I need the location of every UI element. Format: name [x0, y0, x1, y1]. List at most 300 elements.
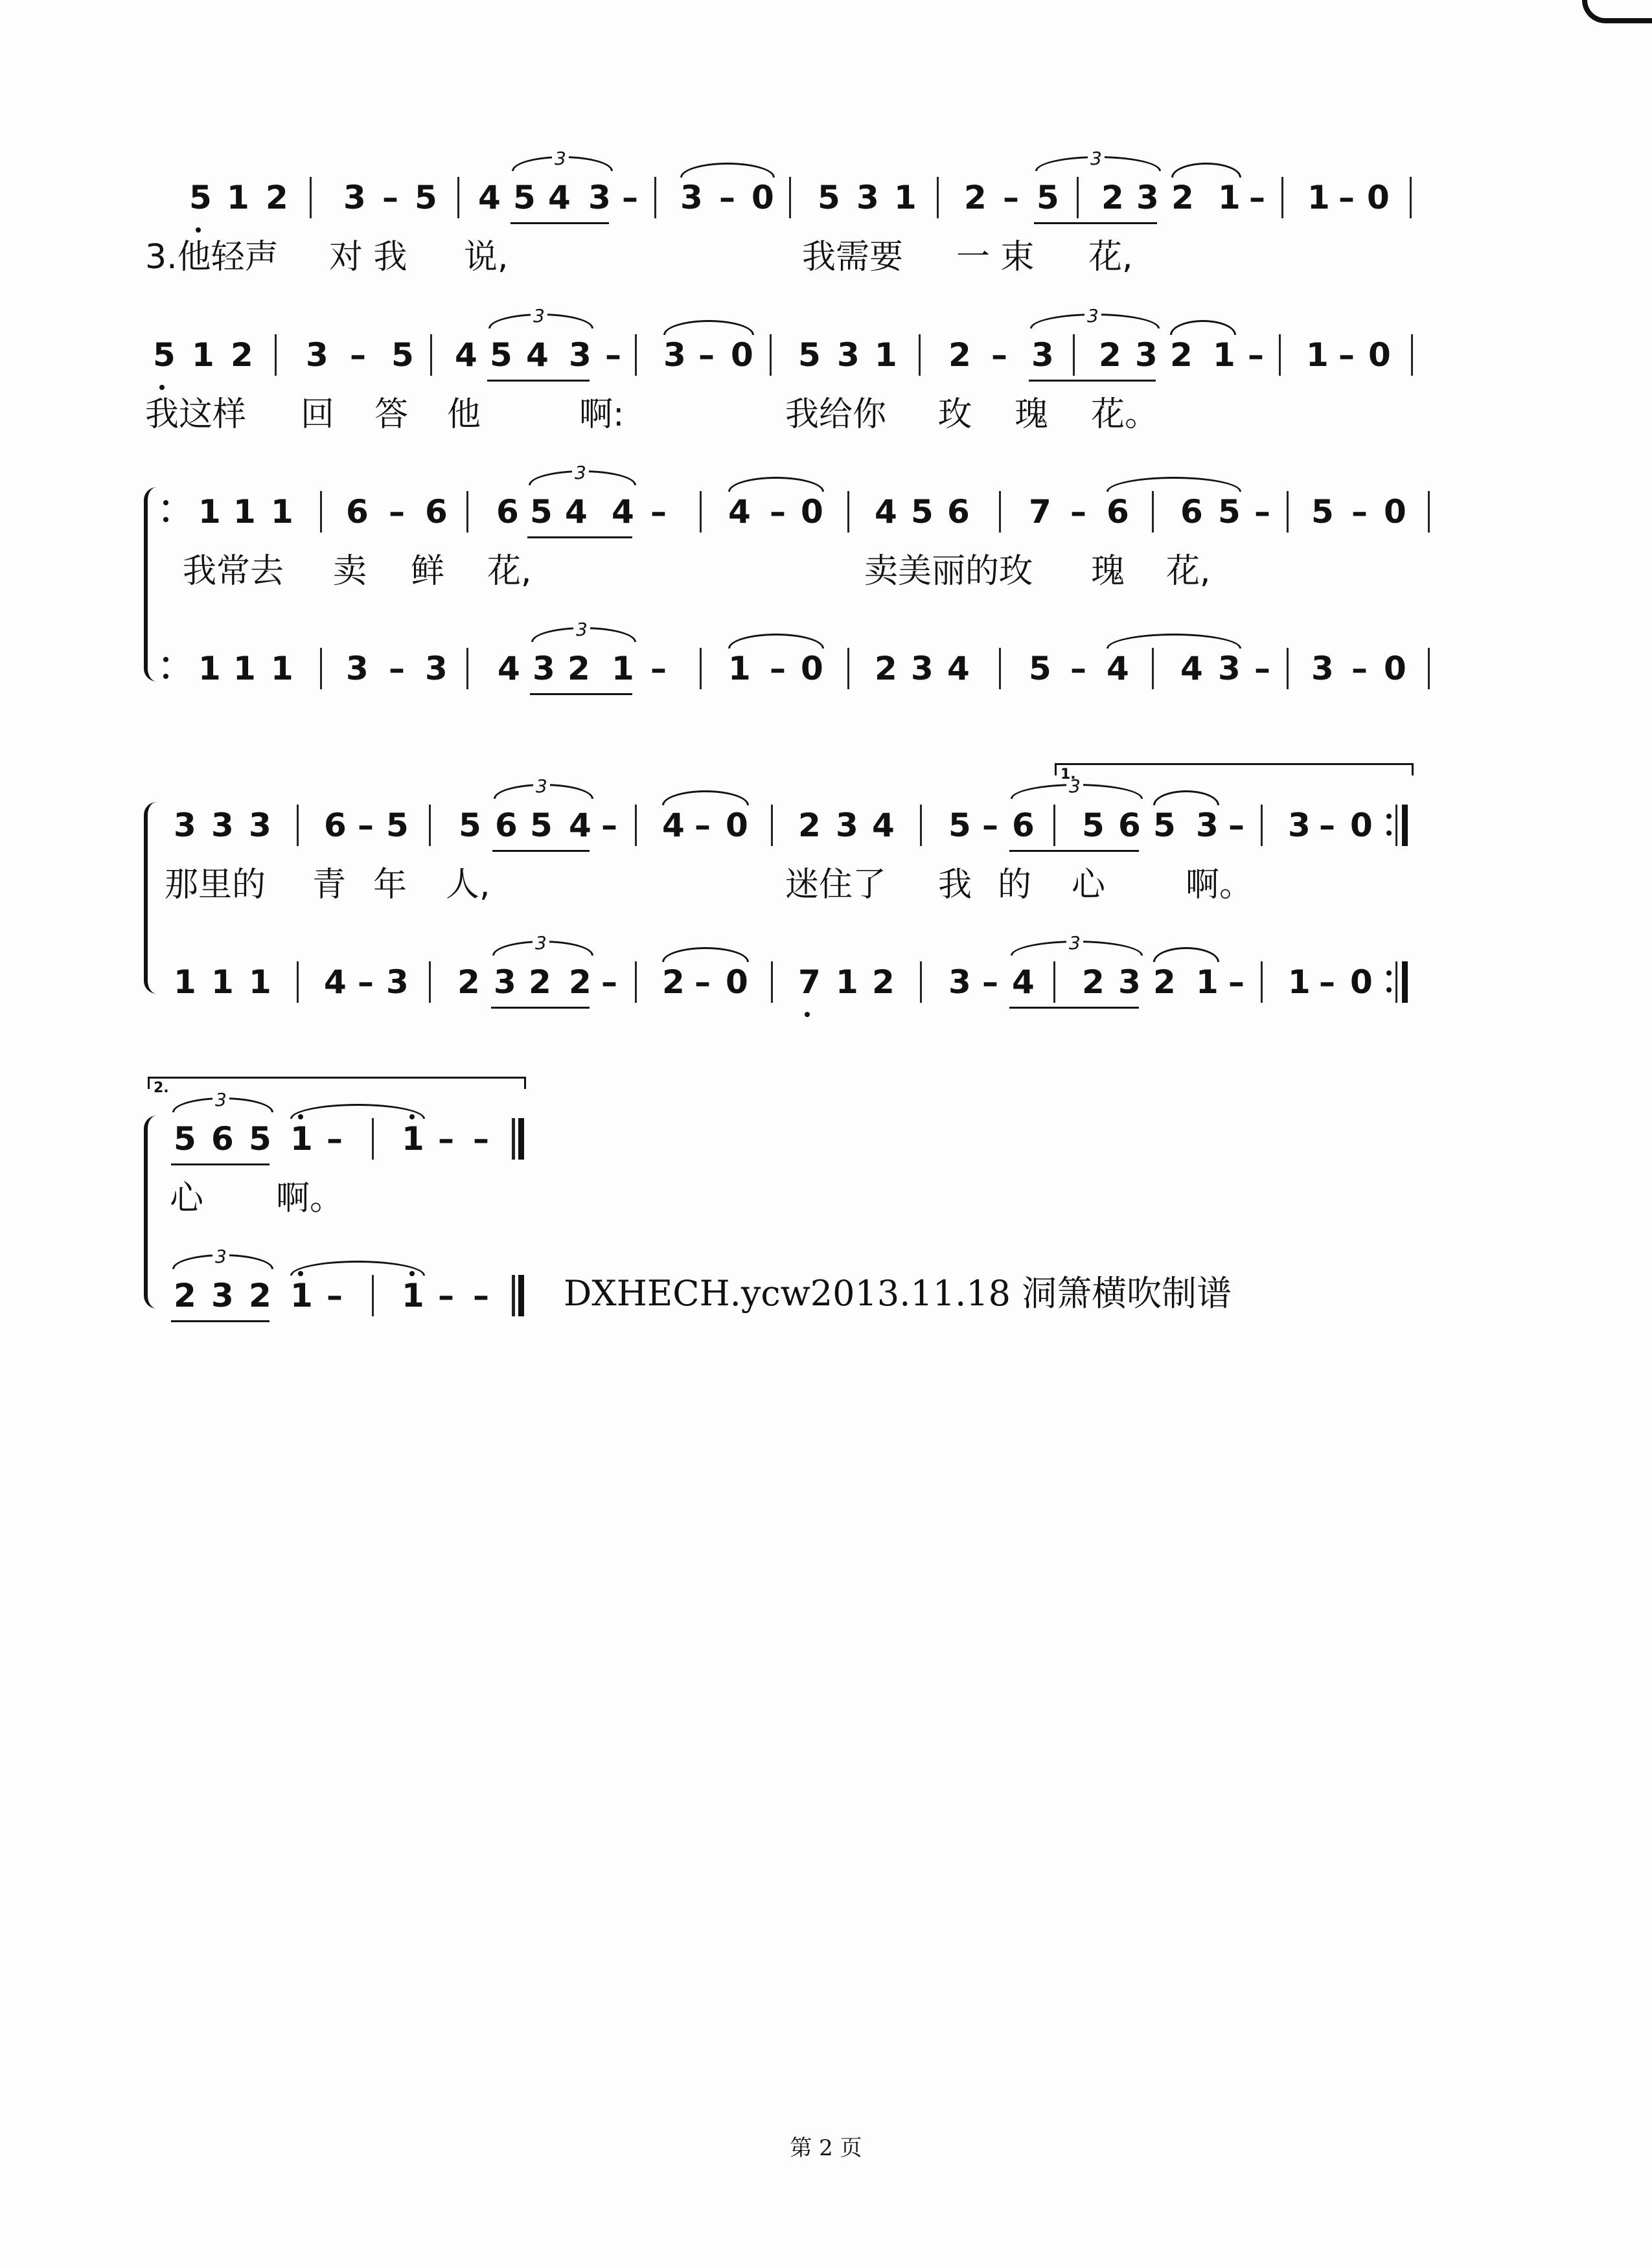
lyric-word: 花,	[487, 552, 532, 591]
lyric-word: 对 我	[329, 238, 407, 277]
lyric-word: 花。	[1091, 395, 1159, 434]
note-dash: –	[1248, 336, 1264, 374]
barline	[999, 648, 1001, 689]
note: 4	[1012, 963, 1035, 1001]
note: 1	[233, 650, 256, 687]
barline	[1073, 334, 1075, 376]
note: 0	[801, 493, 823, 531]
scan-edge-mark	[1582, 0, 1652, 23]
note: 4	[569, 807, 591, 844]
lyric-word: 青	[312, 865, 347, 904]
lyric-word: 瑰	[1015, 395, 1049, 434]
note: 1	[249, 963, 271, 1001]
tie	[1107, 477, 1241, 492]
note-dash: –	[650, 493, 667, 531]
barline	[771, 961, 773, 1003]
note: 3	[856, 179, 879, 216]
note: 1	[198, 650, 221, 687]
note: 3	[837, 336, 860, 374]
note: 3	[663, 336, 686, 374]
barline	[310, 177, 312, 218]
final-barline	[518, 1118, 524, 1160]
barline	[847, 491, 849, 533]
note: 3	[1118, 963, 1141, 1001]
lyric-word: 他	[447, 395, 481, 434]
note: 1	[233, 493, 256, 531]
eighth-underline	[171, 1320, 270, 1322]
note: 6	[1118, 807, 1141, 844]
note: 4	[324, 963, 347, 1001]
note: 2	[569, 963, 591, 1001]
note: 5	[530, 807, 553, 844]
note: 3	[569, 336, 591, 374]
barline	[700, 491, 702, 533]
note: 3	[1135, 336, 1158, 374]
triplet-mark: 3	[1084, 307, 1101, 325]
barline	[1410, 177, 1412, 218]
note-dash: –	[601, 963, 617, 1001]
barline	[1053, 805, 1055, 846]
eighth-underline	[511, 222, 609, 224]
note-dash: –	[601, 807, 617, 844]
triplet-mark: 3	[533, 934, 549, 952]
tie	[1170, 320, 1236, 335]
repeat-end-dots	[1386, 965, 1392, 999]
note: 6	[211, 1120, 234, 1158]
note: 5	[1082, 807, 1105, 844]
final-barline	[518, 1275, 524, 1316]
barline	[1428, 648, 1430, 689]
final-barline	[1402, 805, 1408, 846]
triplet-mark: 3	[1066, 777, 1083, 796]
lyric-word: 的	[998, 865, 1032, 904]
note: 2	[249, 1277, 271, 1314]
triplet-mark: 3	[212, 1248, 229, 1266]
repeat-end-dots	[1386, 808, 1392, 842]
note: 2	[231, 336, 253, 374]
note: 2	[1082, 963, 1105, 1001]
note: 1	[174, 963, 196, 1001]
note: 0	[1384, 493, 1406, 531]
note: 5	[1153, 807, 1176, 844]
note-dash: –	[1319, 963, 1335, 1001]
lyric-word: 我常去	[183, 552, 284, 591]
tie	[1153, 790, 1219, 805]
lyric-word: 心	[1072, 865, 1106, 904]
barline	[847, 648, 849, 689]
note-dash: –	[358, 963, 374, 1001]
note-dash: –	[605, 336, 621, 374]
note: 7	[798, 963, 821, 1001]
barline	[320, 648, 322, 689]
note: 4	[498, 650, 520, 687]
note-dash: –	[982, 963, 998, 1001]
note: 4	[1180, 650, 1203, 687]
note: 1	[211, 963, 234, 1001]
note: 0	[1350, 807, 1373, 844]
note-dash: –	[389, 650, 405, 687]
lyric-word: 啊。	[276, 1179, 344, 1218]
triplet-mark: 3	[533, 777, 550, 796]
note: 5	[1311, 493, 1334, 531]
note: 5	[1029, 650, 1051, 687]
note: 5	[490, 336, 512, 374]
note-dash: –	[770, 493, 786, 531]
note: 3	[1031, 336, 1054, 374]
note: 4	[526, 336, 549, 374]
tie	[728, 477, 824, 492]
barline	[1287, 648, 1289, 689]
barline	[297, 805, 299, 846]
note: 4	[872, 807, 895, 844]
note-dash: –	[770, 650, 786, 687]
note: 2	[798, 807, 821, 844]
barline	[937, 177, 939, 218]
eighth-underline	[491, 1007, 590, 1009]
lyric-word: 迷住了	[785, 865, 887, 904]
tie	[290, 1104, 425, 1119]
note: 1	[836, 963, 858, 1001]
note: 2	[1153, 963, 1176, 1001]
barline	[1279, 334, 1281, 376]
low-octave-dot	[805, 1012, 810, 1017]
note: 2	[875, 650, 897, 687]
note: 2	[568, 650, 590, 687]
note: 1	[271, 650, 293, 687]
note: 5	[911, 493, 934, 531]
note-dash: –	[1338, 336, 1355, 374]
note-dash: –	[1254, 493, 1270, 531]
volta-bracket-1	[1055, 763, 1414, 783]
barline	[320, 491, 322, 533]
lyric-word: 我这样	[145, 395, 247, 434]
tie	[728, 634, 824, 648]
note: 4	[478, 179, 501, 216]
tie	[662, 947, 749, 962]
lyric-word: 鲜	[411, 552, 445, 591]
note: 2	[457, 963, 480, 1001]
note: 5	[1218, 493, 1241, 531]
note: 5	[798, 336, 821, 374]
barline	[1287, 491, 1289, 533]
note: 4	[947, 650, 970, 687]
note: 2	[872, 963, 895, 1001]
note: 2	[662, 963, 685, 1001]
note: 5	[948, 807, 971, 844]
note: 1	[1213, 336, 1235, 374]
note: 0	[1350, 963, 1373, 1001]
note-dash: –	[473, 1277, 489, 1314]
barline	[275, 334, 277, 376]
note: 1	[198, 493, 221, 531]
barline	[466, 491, 468, 533]
note: 1	[1306, 336, 1329, 374]
note: 3	[911, 650, 934, 687]
note-dash: –	[473, 1120, 489, 1158]
tie	[662, 790, 749, 805]
note: 4	[565, 493, 588, 531]
eighth-underline	[1034, 222, 1157, 224]
barline	[1077, 177, 1079, 218]
note: 3	[174, 807, 196, 844]
note-dash: –	[991, 336, 1007, 374]
note: 2	[1170, 336, 1193, 374]
note: 2	[266, 179, 288, 216]
note-dash: –	[438, 1120, 454, 1158]
note-dash: –	[719, 179, 735, 216]
note: 3	[533, 650, 555, 687]
note: 5	[153, 336, 176, 374]
barline	[429, 961, 431, 1003]
note: 6	[425, 493, 448, 531]
note-dash: –	[358, 807, 374, 844]
notation-line	[0, 932, 1652, 1034]
note: 3	[1136, 179, 1159, 216]
eighth-underline	[530, 693, 632, 695]
note: 6	[1180, 493, 1203, 531]
note: 1	[728, 650, 751, 687]
barline	[635, 334, 637, 376]
triplet-mark: 3	[573, 621, 590, 639]
note: 0	[1384, 650, 1406, 687]
tie	[290, 1261, 425, 1276]
note: 5	[386, 807, 409, 844]
barline	[700, 648, 702, 689]
note: 0	[751, 179, 774, 216]
note: 1	[1307, 179, 1330, 216]
lyric-word: 答	[374, 395, 409, 434]
note: 6	[1012, 807, 1035, 844]
note: 3	[494, 963, 516, 1001]
barline	[1411, 334, 1413, 376]
triplet-mark: 3	[1088, 150, 1105, 168]
note: 2	[948, 336, 971, 374]
note: 1	[271, 493, 293, 531]
note: 3	[343, 179, 366, 216]
note-dash: –	[1228, 807, 1245, 844]
note: 2	[529, 963, 551, 1001]
note-dash: –	[1070, 493, 1086, 531]
eighth-underline	[171, 1163, 270, 1165]
system-brace-2	[144, 802, 157, 994]
tie	[663, 320, 754, 335]
barline	[635, 961, 637, 1003]
note: 4	[875, 493, 897, 531]
note-dash: –	[1351, 650, 1368, 687]
barline	[512, 1275, 514, 1316]
note-dash: –	[327, 1120, 343, 1158]
triplet-mark: 3	[552, 150, 569, 168]
repeat-start-dots	[163, 495, 168, 529]
note: 5	[513, 179, 536, 216]
barline	[1261, 961, 1263, 1003]
note: 3	[249, 807, 271, 844]
lyric-word: 心	[170, 1179, 204, 1218]
note-dash: –	[1003, 179, 1019, 216]
note: 1	[612, 650, 634, 687]
barline	[1395, 805, 1397, 846]
note: 3	[1288, 807, 1311, 844]
note-dash: –	[698, 336, 715, 374]
barline	[654, 177, 656, 218]
note-dash: –	[389, 493, 405, 531]
note: 7	[1029, 493, 1051, 531]
note: 3	[1311, 650, 1334, 687]
low-octave-dot	[159, 385, 165, 390]
lyric-word: 年	[373, 865, 407, 904]
note: 2	[1171, 179, 1194, 216]
note: 2	[174, 1277, 196, 1314]
lyric-word: 3.他轻声	[145, 238, 279, 277]
eighth-underline	[492, 850, 590, 852]
note: 0	[731, 336, 753, 374]
note: 3	[346, 650, 369, 687]
note: 5	[174, 1120, 196, 1158]
note: 4	[455, 336, 477, 374]
notation-line	[0, 619, 1652, 720]
tie	[1171, 163, 1241, 178]
barline	[920, 961, 922, 1003]
note: 4	[728, 493, 751, 531]
eighth-underline	[1009, 850, 1139, 852]
lyric-word: 说,	[464, 238, 509, 277]
note: 3	[588, 179, 611, 216]
system-brace-1	[144, 487, 157, 682]
note: 3	[425, 650, 448, 687]
note: 4	[548, 179, 571, 216]
barline	[1281, 177, 1283, 218]
note-dash: –	[694, 807, 711, 844]
note: 1	[290, 1277, 313, 1314]
barline	[999, 491, 1001, 533]
note-dash: –	[1338, 179, 1355, 216]
volta-label-1: 1.	[1061, 766, 1076, 783]
volta-bracket-2	[148, 1077, 526, 1096]
note: 2	[1101, 179, 1124, 216]
note: 5	[415, 179, 437, 216]
triplet-mark: 3	[1066, 934, 1083, 952]
note: 5	[1037, 179, 1059, 216]
note: 0	[726, 807, 748, 844]
barline	[1152, 648, 1154, 689]
eighth-underline	[1009, 1007, 1139, 1009]
note: 3	[1218, 650, 1241, 687]
note: 0	[1368, 336, 1391, 374]
note: 2	[964, 179, 987, 216]
lyric-word: 啊。	[1186, 865, 1254, 904]
note-dash: –	[1319, 807, 1335, 844]
note: 1	[402, 1120, 424, 1158]
note: 6	[1107, 493, 1129, 531]
note: 0	[1367, 179, 1390, 216]
note: 6	[947, 493, 970, 531]
barline	[429, 805, 431, 846]
note-dash: –	[982, 807, 998, 844]
triplet-mark: 3	[212, 1091, 229, 1109]
note: 6	[346, 493, 369, 531]
lyric-word: 回	[301, 395, 335, 434]
lyric-word: 我	[938, 865, 972, 904]
lyric-word: 瑰	[1091, 552, 1125, 591]
barline	[297, 961, 299, 1003]
note-dash: –	[694, 963, 711, 1001]
tie	[680, 163, 775, 178]
lyric-word: 卖	[333, 552, 367, 591]
barline	[1053, 961, 1055, 1003]
note: 4	[612, 493, 634, 531]
note: 1	[875, 336, 897, 374]
note: 5	[189, 179, 212, 216]
note: 5	[391, 336, 414, 374]
note: 5	[459, 807, 481, 844]
note: 3	[948, 963, 971, 1001]
tie	[1107, 634, 1241, 648]
note: 1	[1218, 179, 1241, 216]
barline	[1395, 961, 1397, 1003]
note: 3	[680, 179, 703, 216]
volta-label-2: 2.	[154, 1080, 169, 1096]
barline	[1428, 491, 1430, 533]
barline	[372, 1118, 374, 1160]
note: 4	[1107, 650, 1129, 687]
barline	[372, 1275, 374, 1316]
barline	[1261, 805, 1263, 846]
eighth-underline	[527, 536, 632, 538]
note-dash: –	[1228, 963, 1245, 1001]
lyric-word: 花,	[1088, 238, 1133, 277]
triplet-mark: 3	[531, 307, 547, 325]
note: 6	[496, 493, 519, 531]
note: 4	[662, 807, 685, 844]
note: 6	[495, 807, 518, 844]
note: 5	[249, 1120, 271, 1158]
final-barline	[1402, 961, 1408, 1003]
barline	[430, 334, 432, 376]
barline	[635, 805, 637, 846]
note-dash: –	[327, 1277, 343, 1314]
barline	[466, 648, 468, 689]
transcriber-credit: DXHECH.ycw2013.11.18 洞箫横吹制谱	[564, 1273, 1232, 1314]
low-octave-dot	[196, 227, 201, 233]
lyric-word: 那里的	[165, 865, 266, 904]
note: 0	[801, 650, 823, 687]
eighth-underline	[487, 380, 590, 382]
lyric-word: 人,	[446, 865, 490, 904]
note-dash: –	[1351, 493, 1368, 531]
lyric-word: 一 束	[956, 238, 1035, 277]
lyric-word: 花,	[1166, 552, 1211, 591]
barline	[771, 805, 773, 846]
barline	[919, 334, 921, 376]
note-dash: –	[438, 1277, 454, 1314]
barline	[457, 177, 459, 218]
tie	[1153, 947, 1219, 962]
note: 1	[192, 336, 214, 374]
barline	[1152, 491, 1154, 533]
note-dash: –	[382, 179, 398, 216]
barline	[920, 805, 922, 846]
note: 6	[324, 807, 347, 844]
note: 1	[1288, 963, 1311, 1001]
note: 2	[1099, 336, 1121, 374]
lyric-word: 玫	[938, 395, 972, 434]
note: 1	[227, 179, 249, 216]
note-dash: –	[622, 179, 638, 216]
note-dash: –	[1249, 179, 1265, 216]
note: 1	[402, 1277, 424, 1314]
lyric-word: 卖美丽的玫	[864, 552, 1033, 591]
barline	[770, 334, 772, 376]
